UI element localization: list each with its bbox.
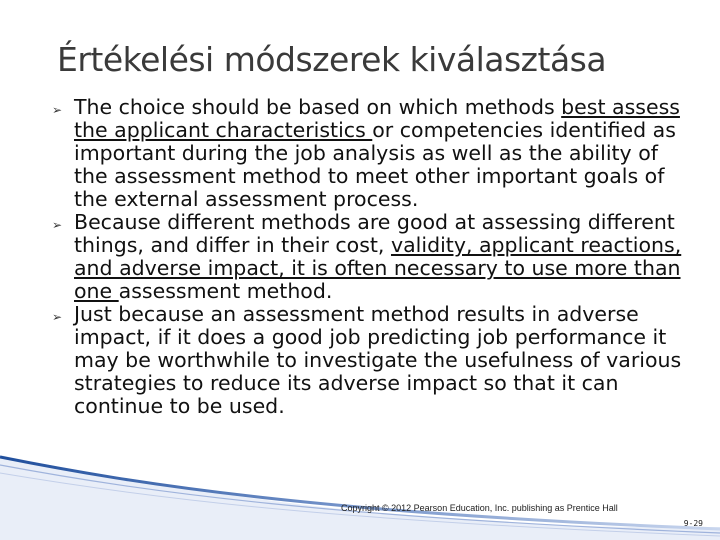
bullet-arrow-icon: ➢ [52,103,63,117]
bullet-text-2-seg-1: Because different methods are good at assessing different things, and differ in their cost, [74,210,675,257]
bullet-arrow-icon: ➢ [52,218,63,232]
bullet-text-3-seg-1: Just because an assessment method results in adverse impact, if it does a good job predicting job performance it may be worthwhile to investigate the usefulness of various strategies to reduce its adverse impact so that it can continue to be used. [74,302,682,418]
bullet-item-2 [52,211,692,303]
bullet-arrow-icon: ➢ [52,310,63,324]
bullet-item-1 [52,96,692,211]
footer-wave-decoration [0,455,720,540]
page-number: 9-29 [683,519,703,528]
bullet-list [52,96,692,418]
bullet-text-1-seg-3: or competencies identified as important during the job analysis as well as the ability of the assessment method to meet other important goals of the external assessment process. [74,118,676,211]
bullet-text-1-seg-1: The choice should be based on which methods [74,95,562,119]
bullet-text-1-seg-2: best assess the applicant characteristics [74,95,680,142]
bullet-item-3 [52,303,692,418]
slide-title: Értékelési módszerek kiválasztása [57,40,607,79]
bullet-text-2-seg-3: assessment method. [118,279,333,303]
copyright-text: Copyright © 2012 Pearson Education, Inc. publishing as Prentice Hall [341,503,618,513]
bullet-text-2-seg-2: validity, applicant reactions, and adverse impact, it is often necessary to use more than one [74,233,682,303]
